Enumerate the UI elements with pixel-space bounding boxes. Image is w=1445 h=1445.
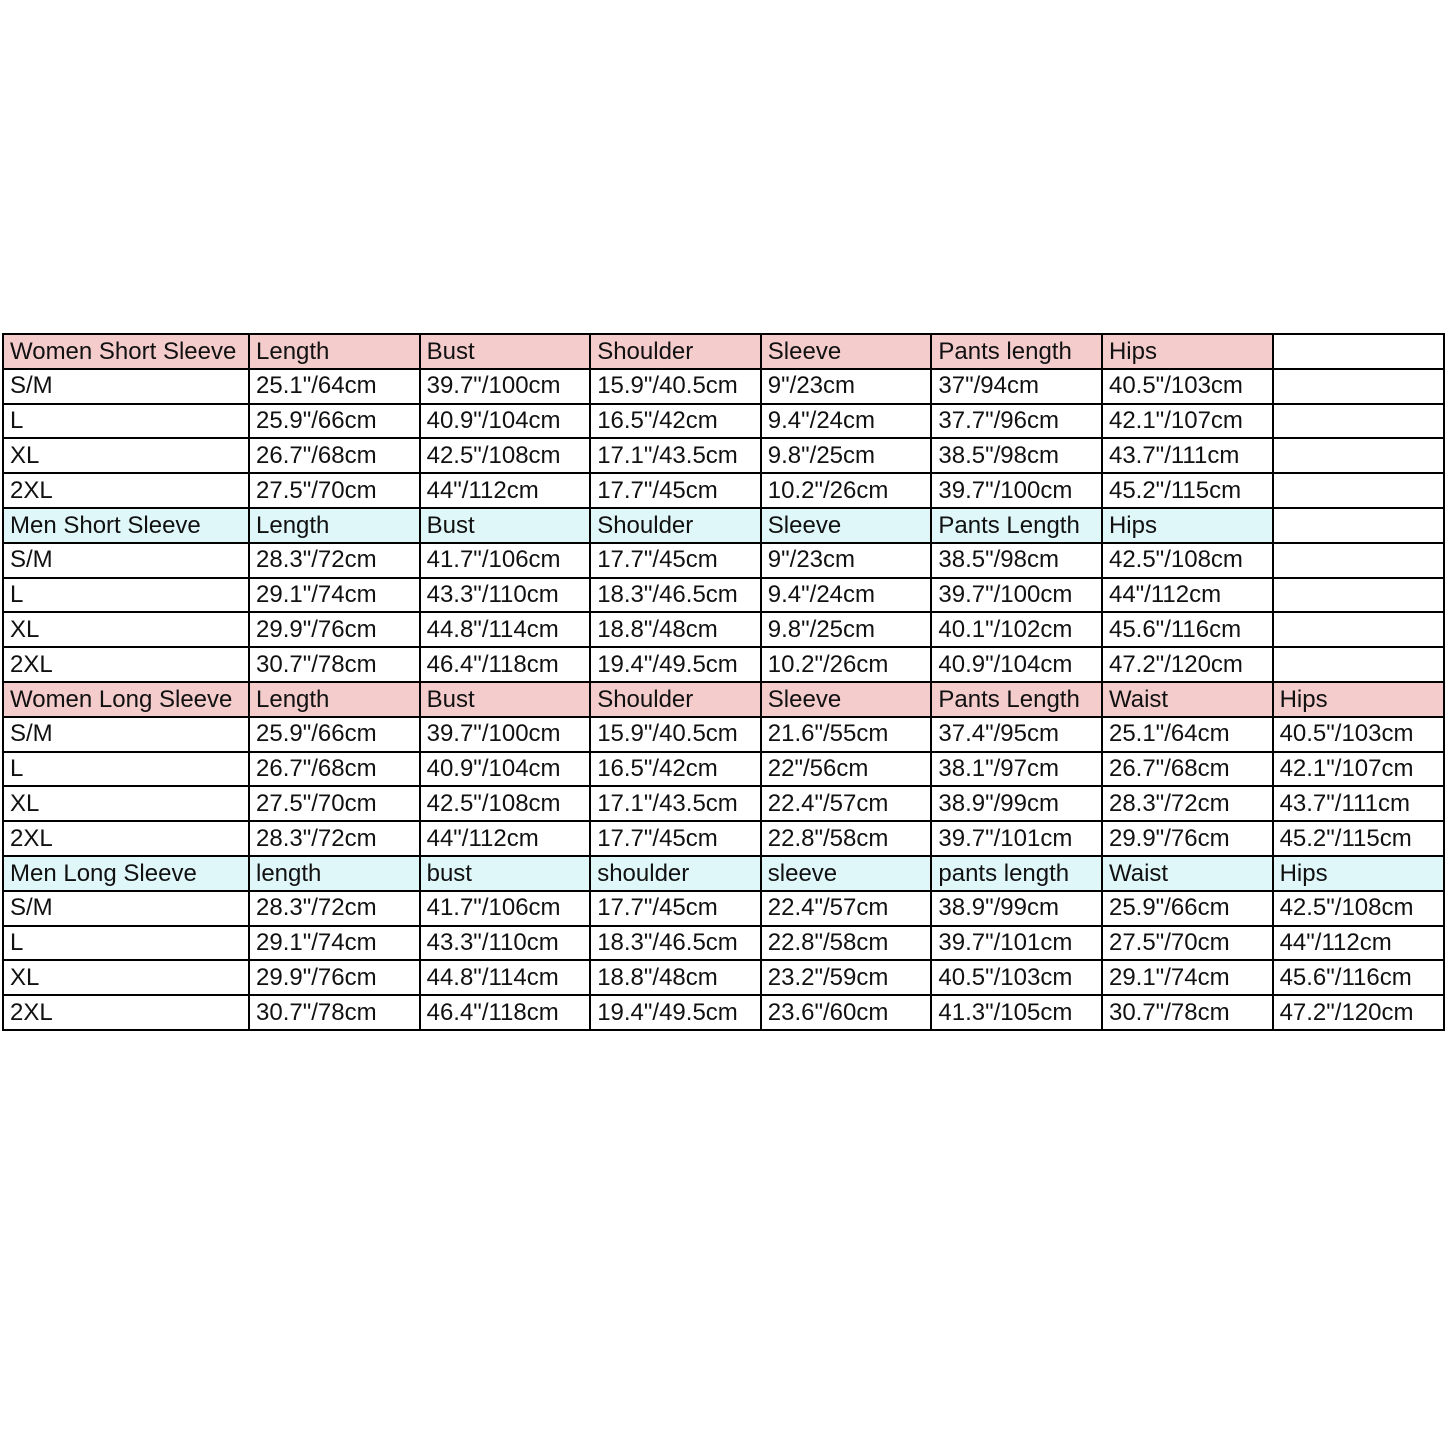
measurement-cell: 29.1"/74cm — [249, 578, 420, 613]
column-header: Waist — [1102, 856, 1273, 891]
size-label: L — [3, 404, 249, 439]
measurement-cell: 22.4"/57cm — [761, 786, 932, 821]
measurement-cell: 43.7"/111cm — [1273, 786, 1444, 821]
measurement-cell: 29.1"/74cm — [1102, 960, 1273, 995]
measurement-cell: 10.2"/26cm — [761, 473, 932, 508]
measurement-cell — [1273, 647, 1444, 682]
measurement-cell: 41.7"/106cm — [420, 543, 591, 578]
column-header: sleeve — [761, 856, 932, 891]
size-label: 2XL — [3, 473, 249, 508]
column-header: Pants Length — [931, 508, 1102, 543]
measurement-cell: 29.9"/76cm — [249, 612, 420, 647]
measurement-cell: 38.1"/97cm — [931, 752, 1102, 787]
measurement-cell: 45.2"/115cm — [1273, 821, 1444, 856]
table-row — [3, 647, 1444, 682]
measurement-cell: 21.6"/55cm — [761, 717, 932, 752]
size-chart-table — [2, 333, 1445, 1031]
measurement-cell: 22.8"/58cm — [761, 926, 932, 961]
measurement-cell: 44"/112cm — [1273, 926, 1444, 961]
measurement-cell: 27.5"/70cm — [249, 786, 420, 821]
measurement-cell — [1273, 404, 1444, 439]
table-row — [3, 473, 1444, 508]
table-row — [3, 960, 1444, 995]
measurement-cell: 39.7"/100cm — [931, 578, 1102, 613]
measurement-cell: 17.7"/45cm — [590, 543, 761, 578]
measurement-cell — [1273, 438, 1444, 473]
measurement-cell — [1273, 369, 1444, 404]
measurement-cell: 43.7"/111cm — [1102, 438, 1273, 473]
measurement-cell: 18.3"/46.5cm — [590, 926, 761, 961]
measurement-cell: 15.9"/40.5cm — [590, 369, 761, 404]
measurement-cell — [1273, 578, 1444, 613]
measurement-cell: 15.9"/40.5cm — [590, 717, 761, 752]
measurement-cell: 25.9"/66cm — [249, 404, 420, 439]
measurement-cell: 18.8"/48cm — [590, 612, 761, 647]
column-header: shoulder — [590, 856, 761, 891]
measurement-cell: 37"/94cm — [931, 369, 1102, 404]
measurement-cell: 22.8"/58cm — [761, 821, 932, 856]
measurement-cell: 17.7"/45cm — [590, 473, 761, 508]
table-row — [3, 438, 1444, 473]
column-header: Waist — [1102, 682, 1273, 717]
measurement-cell: 22"/56cm — [761, 752, 932, 787]
section-title: Men Short Sleeve — [3, 508, 249, 543]
measurement-cell: 39.7"/100cm — [420, 717, 591, 752]
measurement-cell: 23.2"/59cm — [761, 960, 932, 995]
column-header: Shoulder — [590, 508, 761, 543]
table-row — [3, 404, 1444, 439]
measurement-cell: 27.5"/70cm — [249, 473, 420, 508]
measurement-cell: 28.3"/72cm — [249, 891, 420, 926]
measurement-cell: 28.3"/72cm — [249, 821, 420, 856]
measurement-cell: 25.1"/64cm — [1102, 717, 1273, 752]
measurement-cell: 18.8"/48cm — [590, 960, 761, 995]
measurement-cell: 26.7"/68cm — [249, 438, 420, 473]
measurement-cell: 30.7"/78cm — [249, 647, 420, 682]
section-header-row — [3, 856, 1444, 891]
measurement-cell: 30.7"/78cm — [1102, 995, 1273, 1030]
measurement-cell: 29.9"/76cm — [249, 960, 420, 995]
measurement-cell: 38.9"/99cm — [931, 786, 1102, 821]
column-header: Shoulder — [590, 334, 761, 369]
table-row — [3, 578, 1444, 613]
measurement-cell: 46.4"/118cm — [420, 647, 591, 682]
column-header: Bust — [420, 508, 591, 543]
measurement-cell: 19.4"/49.5cm — [590, 995, 761, 1030]
size-label: XL — [3, 960, 249, 995]
measurement-cell: 45.6"/116cm — [1102, 612, 1273, 647]
measurement-cell: 40.1"/102cm — [931, 612, 1102, 647]
size-label: 2XL — [3, 647, 249, 682]
size-label: L — [3, 752, 249, 787]
measurement-cell: 9.4"/24cm — [761, 578, 932, 613]
column-header: Sleeve — [761, 682, 932, 717]
column-header — [1273, 334, 1444, 369]
measurement-cell: 25.9"/66cm — [1102, 891, 1273, 926]
measurement-cell: 40.5"/103cm — [1273, 717, 1444, 752]
measurement-cell: 41.3"/105cm — [931, 995, 1102, 1030]
measurement-cell: 18.3"/46.5cm — [590, 578, 761, 613]
section-title: Women Long Sleeve — [3, 682, 249, 717]
measurement-cell — [1273, 473, 1444, 508]
table-row — [3, 891, 1444, 926]
column-header: Sleeve — [761, 334, 932, 369]
measurement-cell: 45.2"/115cm — [1102, 473, 1273, 508]
measurement-cell: 27.5"/70cm — [1102, 926, 1273, 961]
measurement-cell: 39.7"/101cm — [931, 926, 1102, 961]
measurement-cell — [1273, 612, 1444, 647]
measurement-cell: 44.8"/114cm — [420, 612, 591, 647]
column-header: Length — [249, 682, 420, 717]
measurement-cell: 42.5"/108cm — [420, 786, 591, 821]
measurement-cell: 40.9"/104cm — [931, 647, 1102, 682]
measurement-cell: 39.7"/101cm — [931, 821, 1102, 856]
size-label: L — [3, 578, 249, 613]
measurement-cell: 17.1"/43.5cm — [590, 438, 761, 473]
measurement-cell: 40.9"/104cm — [420, 404, 591, 439]
table-row — [3, 786, 1444, 821]
column-header: length — [249, 856, 420, 891]
measurement-cell: 30.7"/78cm — [249, 995, 420, 1030]
measurement-cell: 40.5"/103cm — [931, 960, 1102, 995]
column-header: Pants length — [931, 334, 1102, 369]
measurement-cell: 10.2"/26cm — [761, 647, 932, 682]
column-header: Hips — [1273, 856, 1444, 891]
measurement-cell: 25.9"/66cm — [249, 717, 420, 752]
measurement-cell: 38.9"/99cm — [931, 891, 1102, 926]
measurement-cell: 9"/23cm — [761, 369, 932, 404]
size-label: L — [3, 926, 249, 961]
measurement-cell: 9.4"/24cm — [761, 404, 932, 439]
measurement-cell: 29.1"/74cm — [249, 926, 420, 961]
table-row — [3, 717, 1444, 752]
measurement-cell: 47.2"/120cm — [1273, 995, 1444, 1030]
measurement-cell — [1273, 543, 1444, 578]
column-header: Length — [249, 334, 420, 369]
column-header: Bust — [420, 682, 591, 717]
measurement-cell: 42.1"/107cm — [1273, 752, 1444, 787]
measurement-cell: 42.5"/108cm — [1273, 891, 1444, 926]
column-header — [1273, 508, 1444, 543]
table-row — [3, 369, 1444, 404]
column-header: bust — [420, 856, 591, 891]
measurement-cell: 17.1"/43.5cm — [590, 786, 761, 821]
section-header-row — [3, 334, 1444, 369]
measurement-cell: 46.4"/118cm — [420, 995, 591, 1030]
table-row — [3, 752, 1444, 787]
table-row — [3, 612, 1444, 647]
measurement-cell: 38.5"/98cm — [931, 543, 1102, 578]
measurement-cell: 42.1"/107cm — [1102, 404, 1273, 439]
size-label: XL — [3, 612, 249, 647]
size-label: 2XL — [3, 821, 249, 856]
measurement-cell: 22.4"/57cm — [761, 891, 932, 926]
table-row — [3, 543, 1444, 578]
measurement-cell: 28.3"/72cm — [1102, 786, 1273, 821]
measurement-cell: 37.4"/95cm — [931, 717, 1102, 752]
table-row — [3, 926, 1444, 961]
measurement-cell: 29.9"/76cm — [1102, 821, 1273, 856]
measurement-cell: 28.3"/72cm — [249, 543, 420, 578]
measurement-cell: 16.5"/42cm — [590, 404, 761, 439]
size-label: 2XL — [3, 995, 249, 1030]
measurement-cell: 26.7"/68cm — [1102, 752, 1273, 787]
size-label: XL — [3, 786, 249, 821]
size-label: S/M — [3, 369, 249, 404]
measurement-cell: 17.7"/45cm — [590, 891, 761, 926]
measurement-cell: 44"/112cm — [420, 821, 591, 856]
measurement-cell: 44.8"/114cm — [420, 960, 591, 995]
measurement-cell: 19.4"/49.5cm — [590, 647, 761, 682]
section-title: Men Long Sleeve — [3, 856, 249, 891]
measurement-cell: 9.8"/25cm — [761, 438, 932, 473]
measurement-cell: 26.7"/68cm — [249, 752, 420, 787]
size-chart-body — [3, 334, 1444, 1030]
table-row — [3, 995, 1444, 1030]
column-header: Shoulder — [590, 682, 761, 717]
measurement-cell: 42.5"/108cm — [1102, 543, 1273, 578]
measurement-cell: 44"/112cm — [1102, 578, 1273, 613]
measurement-cell: 16.5"/42cm — [590, 752, 761, 787]
column-header: Hips — [1273, 682, 1444, 717]
measurement-cell: 38.5"/98cm — [931, 438, 1102, 473]
measurement-cell: 41.7"/106cm — [420, 891, 591, 926]
measurement-cell: 44"/112cm — [420, 473, 591, 508]
size-label: S/M — [3, 717, 249, 752]
measurement-cell: 47.2"/120cm — [1102, 647, 1273, 682]
measurement-cell: 43.3"/110cm — [420, 926, 591, 961]
measurement-cell: 9"/23cm — [761, 543, 932, 578]
column-header: Bust — [420, 334, 591, 369]
size-label: S/M — [3, 543, 249, 578]
column-header: Sleeve — [761, 508, 932, 543]
measurement-cell: 42.5"/108cm — [420, 438, 591, 473]
measurement-cell: 40.9"/104cm — [420, 752, 591, 787]
section-header-row — [3, 682, 1444, 717]
measurement-cell: 39.7"/100cm — [931, 473, 1102, 508]
measurement-cell: 37.7"/96cm — [931, 404, 1102, 439]
column-header: Hips — [1102, 508, 1273, 543]
measurement-cell: 45.6"/116cm — [1273, 960, 1444, 995]
section-header-row — [3, 508, 1444, 543]
measurement-cell: 17.7"/45cm — [590, 821, 761, 856]
measurement-cell: 39.7"/100cm — [420, 369, 591, 404]
size-label: S/M — [3, 891, 249, 926]
column-header: Pants Length — [931, 682, 1102, 717]
size-label: XL — [3, 438, 249, 473]
column-header: Length — [249, 508, 420, 543]
measurement-cell: 9.8"/25cm — [761, 612, 932, 647]
column-header: Hips — [1102, 334, 1273, 369]
measurement-cell: 25.1"/64cm — [249, 369, 420, 404]
section-title: Women Short Sleeve — [3, 334, 249, 369]
table-row — [3, 821, 1444, 856]
measurement-cell: 40.5"/103cm — [1102, 369, 1273, 404]
measurement-cell: 23.6"/60cm — [761, 995, 932, 1030]
column-header: pants length — [931, 856, 1102, 891]
measurement-cell: 43.3"/110cm — [420, 578, 591, 613]
